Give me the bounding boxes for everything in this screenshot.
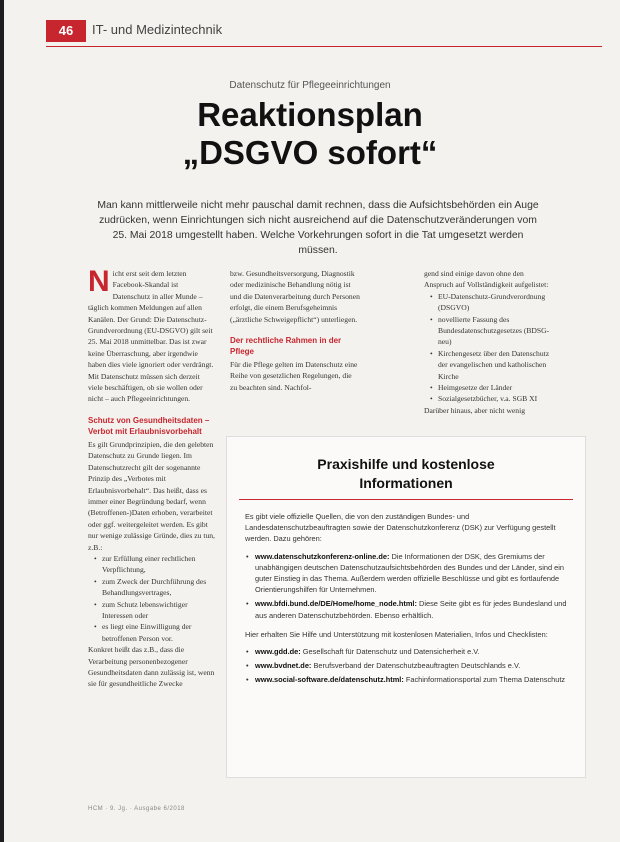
- resource-link[interactable]: www.datenschutzkonferenz-online.de:: [255, 551, 390, 561]
- info-box-title-line-1: Praxishilfe und kostenlose: [317, 456, 495, 472]
- list-item: • zum Schutz lebenswichtiger Interessen oder: [96, 599, 216, 622]
- resource-link[interactable]: www.bfdi.bund.de/DE/Home/home_node.html:: [255, 599, 417, 609]
- resource-link[interactable]: www.gdd.de:: [255, 647, 301, 657]
- list-item: • novellierte Fassung des Bundesdatenschutzgesetzes (BDSG-neu): [432, 314, 554, 348]
- info-box-title: [227, 455, 585, 493]
- info-box-mid: Hier erhalten Sie Hilfe und Unterstützung mit kostenlosen Materialien, Infos und Checklisten:: [245, 629, 548, 639]
- page-number: 46: [46, 20, 86, 42]
- resource-description: Fachinformationsportal zum Thema Datenschutz: [405, 675, 566, 685]
- resource-link[interactable]: www.bvdnet.de:: [255, 661, 312, 671]
- body-paragraph: Es gilt Grundprinzipien, die den gelebten Datenschutz zu Grunde liegen. Im Datenschutzrecht gilt der sogenannte Prinzip des „Verbotes mit Erlaubnisvorbehalt“. Das heißt, dass es immer einer Begründung bedarf, wenn (Betroffenen-)Daten erhoben, verarbeitet oder ggf. weitergeleitet werden. Es gibt nur wenige zulässige Gründe, dies zu tun, z.B.:: [88, 439, 215, 552]
- text-column-3: [424, 268, 554, 416]
- text-column-1: [88, 265, 216, 690]
- intro-text: icht erst seit dem letzten Facebook-Skandal ist Datenschutz in aller Munde – täglich kommen Meldungen auf allen Kanälen. Der Grund: Die Datenschutz-Grundverordnung (EU-DSGVO) gilt seit 25. Mai 2018 unmittelbar. Das ist zwar keine Überraschung, aber irgendwie haben dies viele ignoriert oder verdrängt. Mit Datenschutz müssen sich derzeit viele beschäftigen, ob sie wollen oder nicht – auch Pflegeeinrichtungen.: [88, 269, 214, 404]
- list-item: • EU-Datenschutz-Grundverordnung (DSGVO): [432, 291, 554, 314]
- text-column-2: [230, 268, 360, 393]
- resource-item: • www.bvdnet.de: Berufsverband der Datenschutzbeauftragten Deutschlands e.V.: [246, 661, 521, 671]
- article-lead: Man kann mittlerweile nicht mehr pauschal damit rechnen, dass die Aufsichtsbehörden ein Auge zudrücken, wenn Einrichtungen sich nicht ausreichend auf die Datenschutzveränderungen vom 25. Mai 2018 umgestellt haben. Welche Vorkehrungen sofort in die Tat umgesetzt werden müssen.: [97, 200, 539, 256]
- section-title: IT- und Medizintechnik: [92, 22, 223, 37]
- list-item: • Kirchengesetz über den Datenschutz der evangelischen und katholischen Kirche: [432, 348, 554, 382]
- info-box: [226, 436, 586, 778]
- resource-item: • www.gdd.de: Gesellschaft für Datenschutz und Datensicherheit e.V.: [246, 647, 480, 657]
- drop-cap: N: [88, 265, 110, 298]
- list-item: • Heimgesetze der Länder: [432, 382, 554, 393]
- subheading: Der rechtliche Rahmen in der Pflege: [230, 336, 342, 357]
- resource-item: • www.bfdi.bund.de/DE/Home/home_node.html: Diese Seite gibt es für jedes Bundesland und aus anderen Datenschutzbehörden. Ebenso erhältlich.: [246, 599, 567, 620]
- subheading: Schutz von Gesundheitsdaten – Verbot mit Erlaubnisvorbehalt: [88, 415, 210, 436]
- bullet-list: [424, 291, 554, 405]
- body-paragraph: Darüber hinaus, aber nicht wenig: [424, 405, 526, 415]
- info-box-rule: [239, 499, 573, 500]
- resource-description: Die Informationen der DSK, des Gremiums der unabhängigen deutschen Datenschutzaufsichtsbehörden des Bundes und der Länder, sind ein guter Einstieg in das Thema. Außerdem werden offizielle Beschlüsse und gibt es fortlaufende Orientierungshilfen für Unternehmen.: [255, 551, 564, 595]
- title-line-2: „DSGVO sofort“: [182, 134, 438, 171]
- resource-description: Berufsverband der Datenschutzbeauftragten Deutschlands e.V.: [313, 661, 521, 671]
- info-box-intro: Es gibt viele offizielle Quellen, die von den zuständigen Bundes- und Landesdatenschutzbeauftragten sowie der Datenschutzkonferenz (DSK) zur Verfügung gestellt werden. Dazu gehören:: [245, 512, 556, 544]
- body-paragraph: gend sind einige davon ohne den Anspruch auf Vollständigkeit aufgelistet:: [424, 269, 549, 290]
- body-paragraph: Konkret heißt das z.B., dass die Verarbeitung personenbezogener Gesundheitsdaten dann zulässig ist, wenn sie für gesundheitliche Zwecke: [88, 645, 215, 689]
- article-title: [0, 96, 620, 172]
- resource-description: Gesellschaft für Datenschutz und Datensicherheit e.V.: [302, 647, 480, 657]
- article-kicker: Datenschutz für Pflegeeinrichtungen: [229, 80, 391, 91]
- resource-link[interactable]: www.social-software.de/datenschutz.html:: [255, 675, 404, 685]
- body-paragraph: bzw. Gesundheitsversorgung, Diagnostik oder medizinische Behandlung nötig ist und die Datenverarbeitung durch Personen erfolgt, die einem Berufsgeheimnis („ärztliche Schweigepflicht“) unterliegen.: [230, 269, 360, 324]
- list-item: • zur Erfüllung einer rechtlichen Verpflichtung,: [96, 553, 216, 576]
- info-box-body: [245, 511, 567, 694]
- intro-paragraph: [88, 265, 216, 405]
- list-item: • Sozialgesetzbücher, v.a. SGB XI: [432, 393, 554, 404]
- list-item: • zum Zweck der Durchführung des Behandlungsvertrages,: [96, 576, 216, 599]
- resource-list: [245, 646, 567, 686]
- info-box-title-line-2: Informationen: [359, 475, 453, 491]
- title-line-1: Reaktionsplan: [197, 96, 423, 133]
- body-paragraph: Für die Pflege gelten im Datenschutz eine Reihe von gesetzlichen Regelungen, die zu beachten sind. Nachfol-: [230, 360, 358, 392]
- bullet-list: [88, 553, 216, 644]
- resource-description: Diese Seite gibt es für jedes Bundesland und aus anderen Datenschutzbehörden. Ebenso erhältlich.: [255, 599, 567, 620]
- page-footer: HCM · 9. Jg. · Ausgabe 6/2018: [88, 806, 185, 812]
- resource-list: [245, 551, 567, 621]
- header-rule: [46, 46, 602, 47]
- resource-item: • www.social-software.de/datenschutz.html: Fachinformationsportal zum Thema Datenschutz: [246, 675, 566, 685]
- resource-item: • www.datenschutzkonferenz-online.de: Die Informationen der DSK, des Gremiums der unabhängigen deutschen Datenschutzaufsichtsbehörden des Bundes und der Länder, sind ein guter Einstieg in das Thema. Außerdem werden offizielle Beschlüsse und gibt es fortlaufende Orientierungshilfen für Unternehmen.: [246, 551, 564, 595]
- list-item: • es liegt eine Einwilligung der betroffenen Person vor.: [96, 621, 216, 644]
